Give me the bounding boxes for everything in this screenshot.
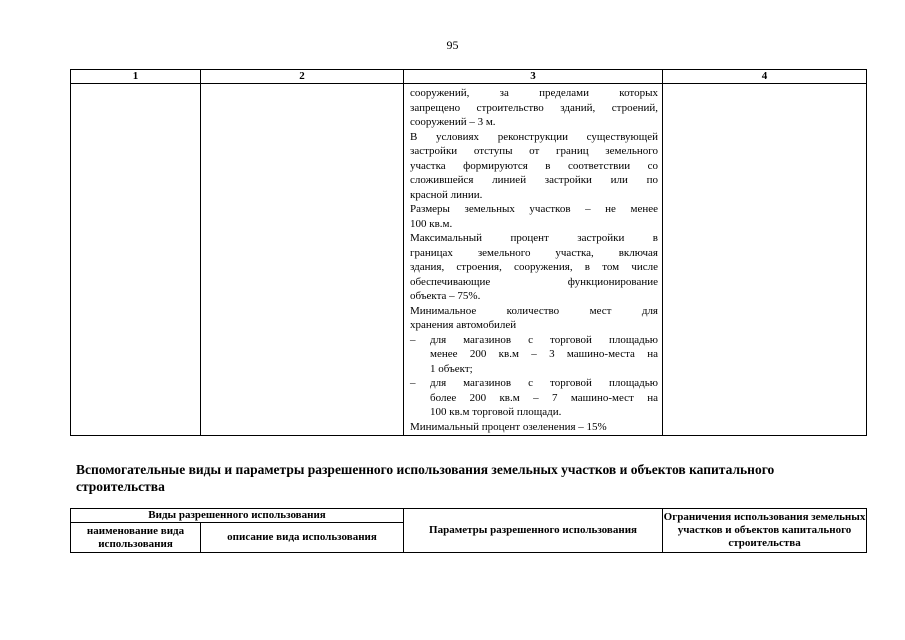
parameter-line: участка формируются в соответствии со (410, 159, 658, 172)
header-use-description: описание вида использования (201, 523, 404, 553)
bullet-text (430, 376, 658, 420)
cell-col4 (663, 84, 867, 436)
bullet-item (410, 333, 658, 377)
parameter-line: границах земельного участка, включая (410, 246, 658, 259)
bullet-line: 100 кв.м торговой площади. (430, 406, 562, 418)
header-use-name: наименование вида использования (71, 523, 201, 553)
column-header-1: 1 (71, 70, 201, 84)
bullet-text (430, 333, 658, 377)
parameter-line: сложившейся линией застройки или по (410, 174, 658, 186)
parameter-line: сооружений, за пределами которых (410, 87, 658, 99)
parameter-line: хранения автомобилей (410, 319, 517, 331)
parameter-line: сооружений – 3 м. (410, 116, 496, 128)
group-header-use-types: Виды разрешенного использования (71, 509, 404, 523)
bullet-item (410, 376, 658, 420)
parameter-line: застройки отступы от границ земельного (410, 145, 658, 157)
parameter-line: Максимальный процент застройки в (410, 232, 658, 244)
column-header-2: 2 (201, 70, 404, 84)
column-header-3: 3 (404, 70, 663, 84)
cell-col2 (201, 84, 404, 436)
header-parameters: Параметры разрешенного использования (404, 509, 663, 553)
parameter-line: Минимальное количество мест для (410, 304, 658, 317)
table-header-row (71, 70, 867, 84)
page-number: 95 (446, 38, 459, 52)
zoning-table (70, 69, 867, 436)
bullet-line: для магазинов с торговой площадью (430, 333, 658, 346)
cell-col1 (71, 84, 201, 436)
parameter-line: 100 кв.м. (410, 217, 453, 230)
bullet-dash: – (410, 333, 416, 346)
parameter-line: объекта – 75%. (410, 290, 481, 302)
table-row (71, 84, 867, 436)
parameter-line: В условиях реконструкции существующей (410, 130, 658, 143)
bullet-line: менее 200 кв.м – 3 машино-места на (430, 348, 658, 360)
section-title: Вспомогательные виды и параметры разрешенного использования земельных участков и объектов капитального строительства (76, 462, 775, 494)
column-header-4: 4 (663, 70, 867, 84)
bullet-line: 1 объект; (430, 362, 473, 375)
parking-bullet-list (410, 333, 658, 420)
parameter-line: обеспечивающие функционирование (410, 275, 658, 288)
parameter-line: запрещено строительство зданий, строений, (410, 101, 658, 114)
bullet-line: для магазинов с торговой площадью (430, 377, 658, 389)
bullet-dash: – (410, 377, 416, 389)
cell-parameters (404, 84, 663, 436)
header-restrictions: Ограничения использования земельных участков и объектов капитального строительства (663, 509, 867, 553)
parameter-line: здания, строения, сооружения, в том числе (410, 261, 658, 273)
parameter-line: красной линии. (410, 188, 483, 201)
auxiliary-uses-table (70, 508, 867, 553)
landscaping-line: Минимальный процент озеленения – 15% (410, 420, 607, 433)
parameter-line: Размеры земельных участков – не менее (410, 203, 658, 215)
bullet-line: более 200 кв.м – 7 машино-мест на (430, 391, 658, 404)
parameters-text (410, 86, 658, 333)
